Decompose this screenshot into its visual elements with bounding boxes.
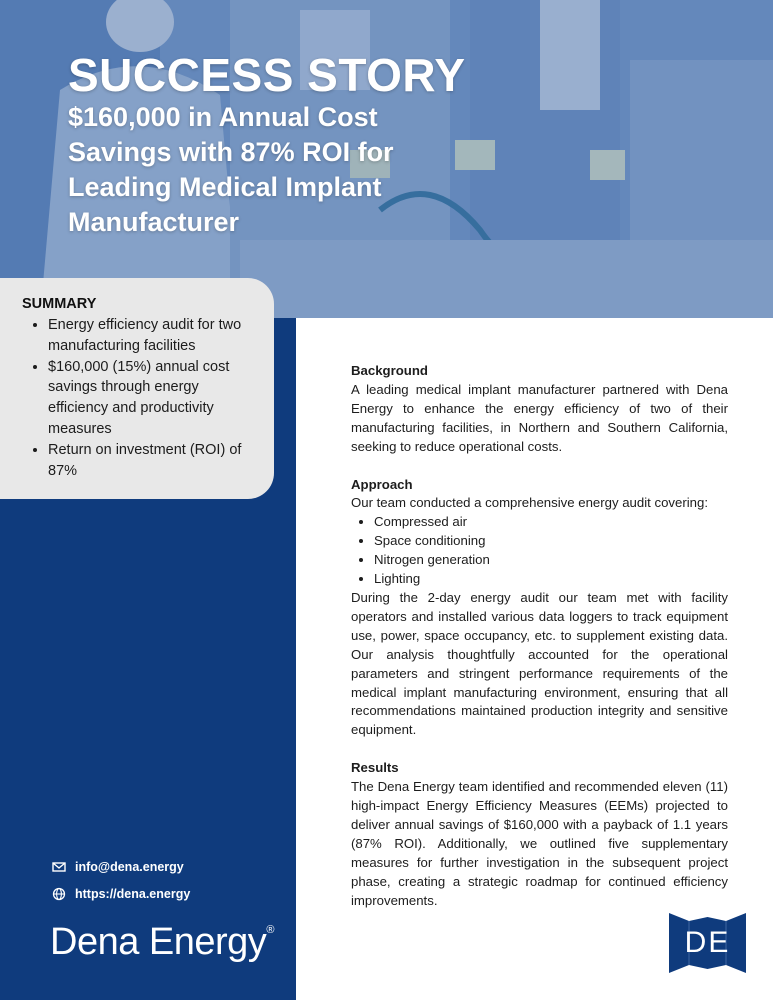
page-title: SUCCESS STORY — [68, 49, 466, 101]
page-subtitle: $160,000 in Annual Cost Savings with 87% ROI for Leading Medical Implant Manufacturer — [68, 102, 394, 237]
approach-item: • Space conditioning — [374, 532, 728, 551]
summary-list — [22, 315, 254, 481]
main-content — [351, 362, 728, 910]
approach-intro: Our team conducted a comprehensive energy audit covering: — [351, 495, 708, 511]
logo-letters: DE — [684, 926, 731, 959]
background-heading: Background — [351, 363, 428, 378]
approach-item: • Compressed air — [374, 513, 728, 532]
approach-item: • Lighting — [374, 570, 728, 589]
approach-item: • Nitrogen generation — [374, 551, 728, 570]
website-link[interactable]: https://dena.energy — [75, 887, 191, 901]
summary-item: • Energy efficiency audit for two manufacturing facilities — [48, 315, 254, 357]
approach-heading: Approach — [351, 476, 413, 492]
summary-card — [0, 278, 274, 499]
registered-mark: ® — [266, 924, 274, 936]
approach-text: During the 2-day energy audit our team met with facility operators and installed various data loggers to track equipment use, power, space occupancy, etc. to supplement existing data. Our analysis thoughtfully accounted for the operational parameters and stringent performance requirements of the medical implant manufacturing environment, ensuring that all recommendations maintained production integrity and sensitive equipment. — [351, 589, 728, 738]
results-heading: Results — [351, 760, 399, 776]
results-text: The Dena Energy team identified and recommended eleven (11) high-impact Energy Efficiency Measures (EEMs) projected to deliver annual savings of $160,000 with a payback of 1.1 years (87% ROI). Additionally, we outlined five supplementary measures for further investigation in the subsequent project phase, creating a strategic roadmap for continued efficiency improvements. — [351, 779, 728, 908]
contact-email[interactable] — [52, 860, 184, 874]
approach-list — [351, 513, 728, 589]
summary-heading: SUMMARY — [22, 296, 97, 312]
brand-name: Dena Energy — [50, 921, 267, 963]
envelope-icon — [52, 860, 66, 874]
background-text: A leading medical implant manufacturer partnered with Dena Energy to enhance the energy efficiency of two of their manufacturing facilities, in Northern and Southern California, seeking to reduce operational costs. — [351, 381, 728, 454]
brand-logo — [50, 923, 274, 961]
summary-item: • $160,000 (15%) annual cost savings through energy efficiency and productivity measures — [48, 357, 254, 440]
globe-icon — [52, 887, 66, 901]
email-link[interactable]: info@dena.energy — [75, 860, 184, 874]
hero-banner — [0, 0, 773, 318]
contact-website[interactable] — [52, 887, 190, 901]
summary-item: • Return on investment (ROI) of 87% — [48, 440, 254, 482]
